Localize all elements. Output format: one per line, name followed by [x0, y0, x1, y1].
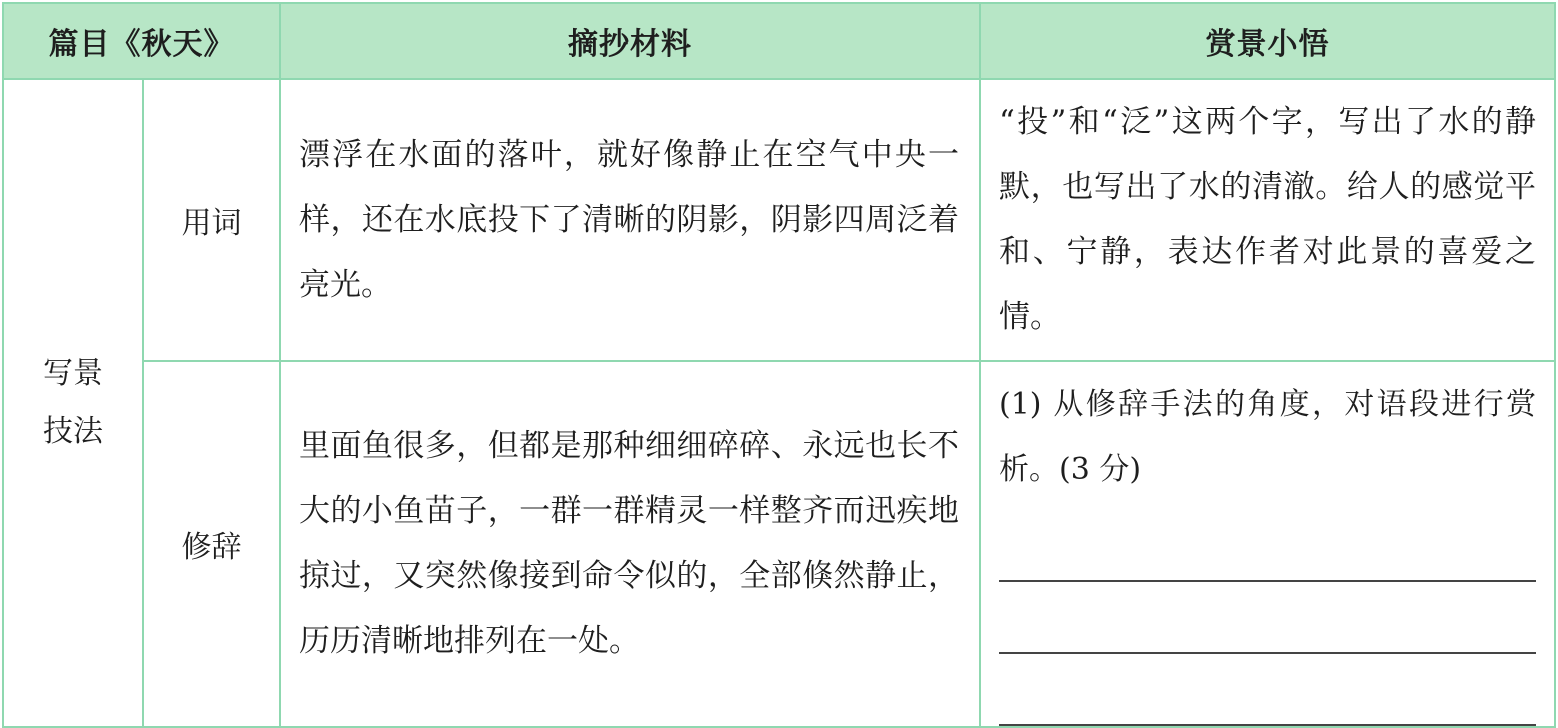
technique-word-choice: 用词	[143, 79, 280, 361]
answer-line-2[interactable]	[999, 582, 1536, 654]
section-label-line2: 技法	[43, 414, 103, 449]
answer-line-1[interactable]	[999, 510, 1536, 582]
appreciation-word-choice: “投”和“泛”这两个字，写出了水的静默，也写出了水的清澈。给人的感觉平和、宁静，表达作者对此景的喜爱之情。	[980, 79, 1555, 361]
appreciation-rhetoric-cell	[980, 361, 1555, 727]
answer-line-3[interactable]	[999, 654, 1536, 726]
excerpt-rhetoric: 里面鱼很多，但都是那种细细碎碎、永远也长不大的小鱼苗子，一群一群精灵一样整齐而迅疾地掠过，又突然像接到命令似的，全部倏然静止，历历清晰地排列在一处。	[280, 361, 980, 727]
header-appreciation-cell: 赏景小悟	[980, 3, 1555, 79]
table-row	[3, 361, 1555, 727]
technique-rhetoric: 修辞	[143, 361, 280, 727]
section-label-cell	[3, 79, 143, 727]
section-label-line1: 写景	[43, 356, 103, 391]
question-prompt: (1) 从修辞手法的角度，对语段进行赏析。(3 分)	[999, 387, 1536, 487]
reading-notes-table	[2, 2, 1556, 728]
header-title-cell: 篇目《秋天》	[3, 3, 280, 79]
table-header-row	[3, 3, 1555, 79]
header-excerpt-cell: 摘抄材料	[280, 3, 980, 79]
excerpt-word-choice: 漂浮在水面的落叶，就好像静止在空气中央一样，还在水底投下了清晰的阴影，阴影四周泛着亮光。	[280, 79, 980, 361]
table-row	[3, 79, 1555, 361]
